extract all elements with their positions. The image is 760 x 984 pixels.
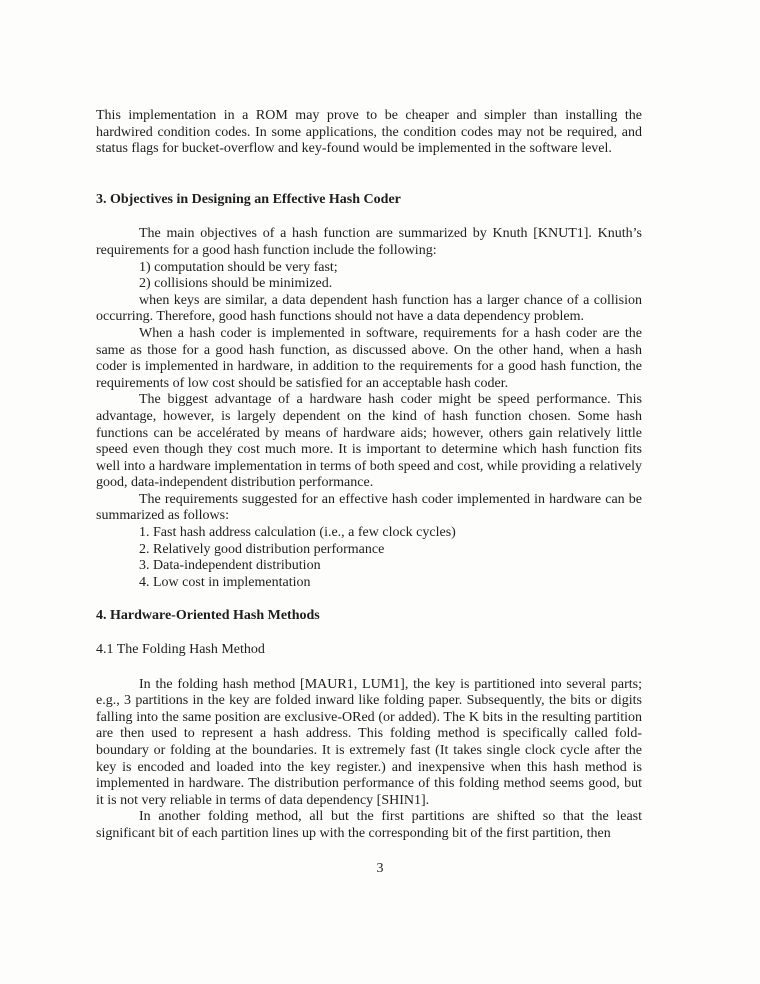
requirement-item: 2) collisions should be minimized. (139, 276, 333, 292)
section-3-paragraph-3: When a hash coder is implemented in software, requirements for a hash coder are the same as those for a good hash function, as discussed above. On the other hand, when a hash coder is implemented in hardware, in addition to the requirements for a good hash function, the requirements of low cost should be satisfied for an acceptable hash coder. (96, 325, 642, 391)
hardware-requirement-item: 3. Data-independent distribution (139, 558, 321, 574)
section-3-paragraph-5: The requirements suggested for an effective hash coder implemented in hardware can be summarized as follows: (96, 491, 642, 524)
section-4-heading: 4. Hardware-Oriented Hash Methods (96, 608, 320, 624)
subsection-4-1-heading: 4.1 The Folding Hash Method (96, 642, 265, 658)
intro-paragraph: This implementation in a ROM may prove to be cheaper and simpler than installing the hardwired condition codes. In some applications, the condition codes may not be required, and status flags for bucket-overflow and key-found would be implemented in the software level. (96, 108, 642, 157)
hardware-requirement-item: 4. Low cost in implementation (139, 574, 311, 590)
requirement-item: 1) computation should be very fast; (139, 259, 338, 275)
section-4-paragraph-2: In another folding method, all but the first partitions are shifted so that the least significant bit of each partition lines up with the corresponding bit of the first partition, then (96, 809, 642, 841)
section-3-paragraph-2: when keys are similar, a data dependent hash function has a larger chance of a collision occurring. Therefore, good hash functions should not have a data dependency problem. (96, 292, 642, 325)
page-body (96, 108, 642, 843)
hardware-requirement-item: 2. Relatively good distribution performance (139, 541, 385, 557)
section-3-heading: 3. Objectives in Designing an Effective Hash Coder (96, 191, 401, 207)
hardware-requirement-item: 1. Fast hash address calculation (i.e., a few clock cycles) (139, 525, 456, 541)
page-number: 3 (376, 861, 384, 876)
section-3-paragraph-4: The biggest advantage of a hardware hash coder might be speed performance. This advantage, however, is largely dependent on the kind of hash function chosen. Some hash functions can be accelérated by means of hardware aids; however, others gain relatively little speed even though they cost much more. It is important to determine which hash function fits well into a hardware implementation in terms of both speed and cost, while providing a relatively good, data-independent distribution performance. (96, 392, 642, 491)
section-4-paragraph-1: In the folding hash method [MAUR1, LUM1], the key is partitioned into several parts; e.g., 3 partitions in the key are folded inward like folding paper. Subsequently, the bits or digits falling into the same position are exclusive-ORed (or added). The K bits in the resulting partition are then used to represent a hash address. This folding method is specifically called fold-boundary or folding at the boundaries. It is extremely fast (It takes single clock cycle after the key is encoded and loaded into the key register.) and inexpensive when this hash method is implemented in hardware. The distribution performance of this folding method seems good, but it is not very reliable in terms of data dependency [SHIN1]. (96, 676, 642, 808)
section-3-paragraph-1: The main objectives of a hash function are summarized by Knuth [KNUT1]. Knuth’s requirements for a good hash function include the following: (96, 226, 642, 258)
